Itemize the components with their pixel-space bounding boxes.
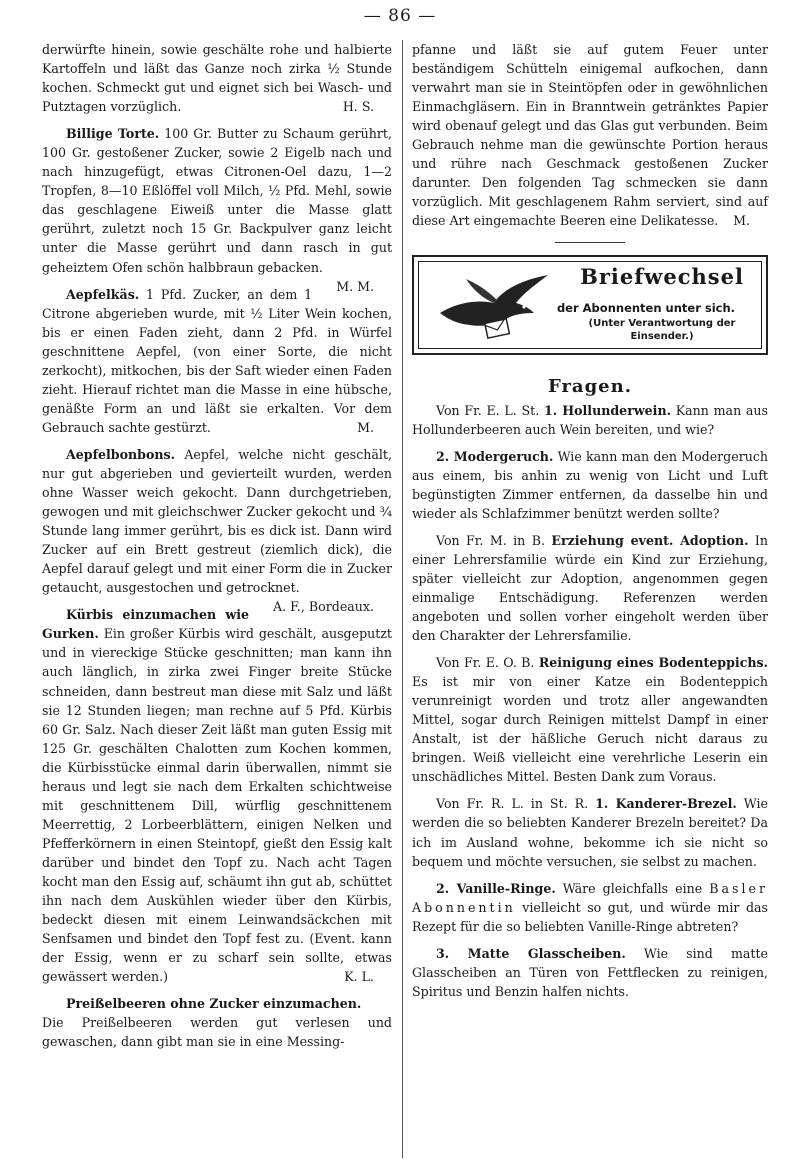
entry-text: Ein großer Kürbis wird geschält, ausgeputzt und in viereckige Stücke geschnitten; man kann ihn auch länglich, in zirka zwei Finger breite Stücke schneiden, dann bestreut man diese mit Salz und läßt sie 12 Stunden liegen; man rechne auf 5 Pfd. Kürbis 60 Gr. Salz. Nach dieser Zeit läßt man guten Essig mit 125 Gr. geschälten Chalotten zum Kochen kommen, die Kürbisstücke einmal darin überwallen, nimmt sie heraus und legt sie nach dem Erkalten schichtweise mit geschnittenem Dill, würflig geschnittenem Meerrettig, 2 Lorbeerblättern, einigen Nelken und Pfefferkörnern in einen Steintopf, gießt den Essig kalt darüber und bindet den Topf zu. Nach acht Tagen kocht man den Essig auf, schäumt ihn gut ab, schüttet ihn nach dem Auskühlen wieder über den Kürbis, bedeckt diesen mit einem Leinwandsäckchen mit Senfsamen und bindet den Topf fest zu. (Event. kann der Essig, wenn er zu scharf sein sollte, etwas gewässert werden.) [42, 626, 392, 985]
question-from: Von Fr. R. L. in St. R. [436, 796, 589, 812]
entry-signature: H. S. [342, 99, 374, 115]
question-text: Wie kann man den Modergeruch aus einem, bis anhin zu wenig von Licht und Luft begünstigten Zimmer entfernen, da dasselbe hin und wieder als Schlafzimmer benützt werden sollte? [412, 448, 768, 521]
entry-title: Kürbis einzumachen wie Gurken. [42, 607, 250, 642]
question-from: Von Fr. E. L. St. [436, 402, 540, 418]
section-separator [555, 242, 625, 243]
entry-aepfelbonbons [42, 445, 392, 615]
banner-title: Briefwechsel [580, 264, 744, 290]
question-vanille-ringe [412, 879, 768, 936]
question-title: 3. Matte Glasscheiben. [436, 945, 626, 961]
question-text: Kann man aus Hollunderbeeren auch Wein bereiten, und wie? [412, 402, 768, 437]
entry-text: pfanne und läßt sie auf gutem Feuer unter beständigem Schütteln einigemal aufkochen, dann verwahrt man sie in Steintöpfen oder in gewöhnlichen Einmachgläsern. Ein in Branntwein getränktes Papier wird obenauf gelegt und das Glas gut verbunden. Beim Gebrauch nehme man die gewünschte Portion heraus und rühre nach Geschmack gestoßenen Zucker darunter. Den folgenden Tag schmecken sie dann vorzüglich. Mit geschlagenem Rahm serviert, sind auf diese Art eingemachte Beeren eine Delikatesse. [412, 42, 768, 229]
entry-title: Aepfelbonbons. [66, 446, 176, 462]
banner-note: (Unter Verantwortung der Einsender.) [588, 318, 736, 343]
right-column [412, 40, 768, 1001]
banner-subtitle: der Abonnenten unter sich. [556, 301, 736, 316]
question-text: Wie werden die so beliebten Kanderer Brezeln bereitet? Da ich im Ausland wohne, bekomme ich sie nicht so bequem und möchte versuchen, sie selbst zu machen. [412, 796, 768, 869]
entry-text-preisselbeeren: Die Preißelbeeren werden gut verlesen und gewaschen, dann gibt man sie in eine Messing- [42, 1015, 392, 1050]
entry-signature: K. L. [344, 969, 374, 985]
question-title: Reinigung eines Bodenteppichs. [538, 655, 768, 671]
entry-signature: M. M. [336, 278, 374, 294]
entry-continuation [42, 40, 392, 116]
entry-aepfelkaes [42, 285, 392, 437]
question-modergeruch [412, 447, 768, 523]
entry-text: 100 Gr. Butter zu Schaum gerührt, 100 Gr. gestoßener Zucker, sowie 2 Eigelb nach und nach hinzugefügt, etwas Citronen-Oel dazu, 1—2 Tropfen, 8—10 Eßlöffel voll Milch, ½ Pfd. Mehl, sowie das geschlagene Eiweiß unter die Masse glatt gerührt, zuletzt noch 15 Gr. Backpulver ganz leicht unter die Masse gerührt und dann rasch in gut geheiztem Ofen schön halbbraun gebacken. [42, 126, 392, 275]
question-text-spaced: Basler Abonnentin [412, 880, 769, 915]
question-kanderer-brezel [412, 794, 768, 870]
entry-kuerbis [42, 605, 392, 986]
question-title: 1. Kanderer-Brezel. [595, 796, 737, 812]
question-text: Wie sind matte Glasscheiben an Türen von Fettflecken zu reinigen, Spiritus und Benzin halfen nichts. [412, 945, 768, 999]
left-column [42, 40, 392, 1051]
entry-title: Preißelbeeren ohne Zucker einzumachen. [66, 996, 362, 1012]
entry-continuation [412, 40, 768, 230]
entry-signature: M. [357, 419, 374, 435]
question-title: 2. Modergeruch. [436, 448, 554, 464]
entry-signature: M. [733, 213, 750, 229]
entry-title: Aepfelkäs. [66, 286, 140, 302]
entry-text: 1 Pfd. Zucker, an dem 1 Citrone abgerieben wurde, mit ½ Liter Wein kochen, bis er einen Faden zieht, dann 2 Pfd. in Würfel geschnittene Aepfel, (von einer Sorte, die nicht zerkocht), mitkochen, bis der Saft wieder einen Faden zieht. Hierauf richtet man die Masse in eine hübsche, genäßte Form an und läßt sie erkalten. Vor dem Gebrauch sachte gestürzt. [42, 286, 392, 435]
entry-title: Billige Torte. [66, 126, 160, 142]
entry-text: derwürfte hinein, sowie geschälte rohe und halbierte Kartoffeln und läßt das Ganze noch zirka ½ Stunde kochen. Schmeckt gut und eignet sich bei Wasch- und Putztagen vorzüglich. [42, 42, 392, 115]
question-glasscheiben [412, 944, 768, 1001]
question-from: Von Fr. M. in B. [436, 532, 545, 548]
entry-preisselbeeren [42, 994, 392, 1013]
question-bodenteppich [412, 653, 768, 786]
question-title: 2. Vanille-Ringe. [436, 880, 556, 896]
entry-text: Aepfel, welche nicht geschält, nur gut abgerieben und gevierteilt wurden, werden ohne Wasser weich gekocht. Dann durchgetrieben, gewogen und mit gleichschwer Zucker gekocht und ¾ Stunde lang immer gerührt, bis es dick ist. Dann wird Zucker auf ein Brett gestreut (ziemlich dick), die Aepfel darauf gelegt und mit einer Form die in Zucker getaucht, ausgestochen und getrocknet. [42, 446, 392, 596]
question-title: Erziehung event. Adoption. [551, 532, 749, 548]
question-text: Wäre gleichfalls eine [555, 880, 710, 896]
section-heading-fragen: Fragen. [547, 376, 632, 398]
question-title: 1. Hollunderwein. [543, 402, 672, 418]
question-text: Es ist mir von einer Katze ein Bodenteppich verunreinigt worden und trotz aller angewandten Mittel, sogar durch Reinigen mittelst Dampf in einer Anstalt, ist der häßliche Geruch nicht daraus zu bringen. Weiß vielleicht eine verehrliche Leserin ein unschädliches Mittel. Besten Dank zum Voraus. [412, 674, 768, 785]
question-text: vielleicht so gut, und würde mir das Rezept für die so beliebten Vanille-Ringe abtreten? [412, 899, 768, 934]
question-text: In einer Lehrersfamilie würde ein Kind zur Erziehung, später vielleicht zur Adoption, angenommen gegen einmalige Entschädigung. Referenzen werden angeboten und sollen vorher eingeholt werden über den Charakter der Lehrersfamilie. [412, 532, 768, 644]
question-erziehung [412, 531, 768, 645]
column-divider [402, 40, 403, 1158]
question-hollunderwein [412, 401, 768, 439]
page-number: — 86 — [363, 6, 437, 26]
question-from: Von Fr. E. O. B. [436, 655, 535, 671]
entry-signature: A. F., Bordeaux. [273, 599, 374, 615]
briefwechsel-banner [412, 255, 768, 355]
